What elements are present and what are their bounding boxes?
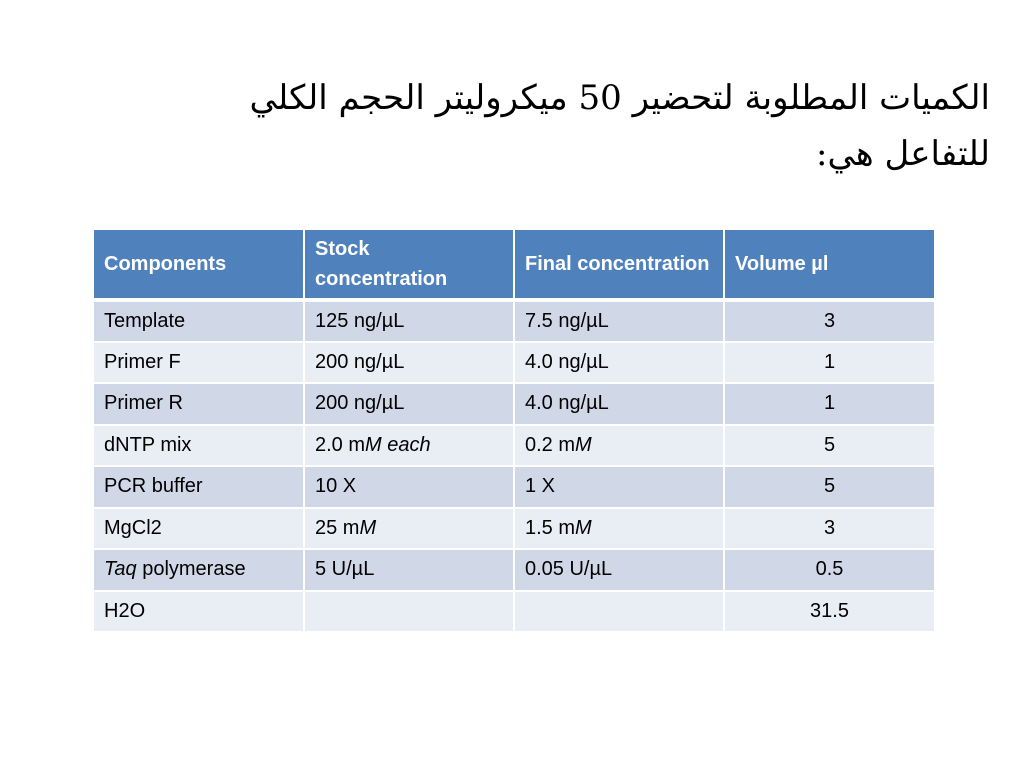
cell-component: Primer R <box>94 383 304 425</box>
stock-unit-italic: M <box>359 516 377 539</box>
cell-component <box>94 549 304 591</box>
stock-value: 2.0 m <box>315 433 366 456</box>
cell-volume: 1 <box>724 342 934 384</box>
table-row <box>94 591 934 633</box>
cell-volume: 3 <box>724 300 934 342</box>
cell-stock: 10 X <box>304 466 514 508</box>
table-row <box>94 300 934 342</box>
cell-component: MgCl2 <box>94 508 304 550</box>
table-row <box>94 383 934 425</box>
cell-stock <box>304 591 514 633</box>
cell-final: 1 X <box>514 466 724 508</box>
final-unit-italic: M <box>575 516 592 539</box>
cell-stock: 125 ng/µL <box>304 300 514 342</box>
component-italic: Taq <box>104 558 137 581</box>
cell-volume: 3 <box>724 508 934 550</box>
cell-volume: 5 <box>724 425 934 467</box>
stock-value: 25 m <box>315 516 360 539</box>
header-components: Components <box>94 230 304 300</box>
header-volume: Volume µl <box>724 230 934 300</box>
cell-component: PCR buffer <box>94 466 304 508</box>
final-value: 1.5 m <box>525 516 576 539</box>
cell-component: H2O <box>94 591 304 633</box>
cell-stock <box>304 508 514 550</box>
title-line-2: للتفاعل هي: <box>815 134 990 174</box>
cell-final: 7.5 ng/µL <box>514 300 724 342</box>
table-row <box>94 466 934 508</box>
table-row <box>94 549 934 591</box>
cell-final: 4.0 ng/µL <box>514 342 724 384</box>
cell-final: 4.0 ng/µL <box>514 383 724 425</box>
title-line-1: الكميات المطلوبة لتحضير 50 ميكروليتر الحجم الكلي <box>249 78 990 118</box>
table-row <box>94 508 934 550</box>
cell-final: 0.05 U/µL <box>514 549 724 591</box>
final-unit-italic: M <box>575 433 592 456</box>
table-row <box>94 425 934 467</box>
header-final-concentration: Final concentration <box>514 230 724 300</box>
pcr-components-table <box>94 230 934 633</box>
cell-component: dNTP mix <box>94 425 304 467</box>
cell-component: Primer F <box>94 342 304 384</box>
cell-final <box>514 425 724 467</box>
cell-final <box>514 508 724 550</box>
header-stock-concentration: Stock concentration <box>304 230 514 300</box>
final-value: 0.2 m <box>525 433 576 456</box>
cell-volume: 31.5 <box>724 591 934 633</box>
component-rest: polymerase <box>136 558 246 581</box>
cell-stock: 200 ng/µL <box>304 383 514 425</box>
cell-volume: 5 <box>724 466 934 508</box>
slide-title <box>170 70 990 182</box>
stock-unit-italic: M each <box>365 433 431 456</box>
cell-volume: 0.5 <box>724 549 934 591</box>
cell-component: Template <box>94 300 304 342</box>
table-header-row <box>94 230 934 300</box>
cell-volume: 1 <box>724 383 934 425</box>
cell-final <box>514 591 724 633</box>
cell-stock <box>304 425 514 467</box>
table-row <box>94 342 934 384</box>
cell-stock: 5 U/µL <box>304 549 514 591</box>
cell-stock: 200 ng/µL <box>304 342 514 384</box>
